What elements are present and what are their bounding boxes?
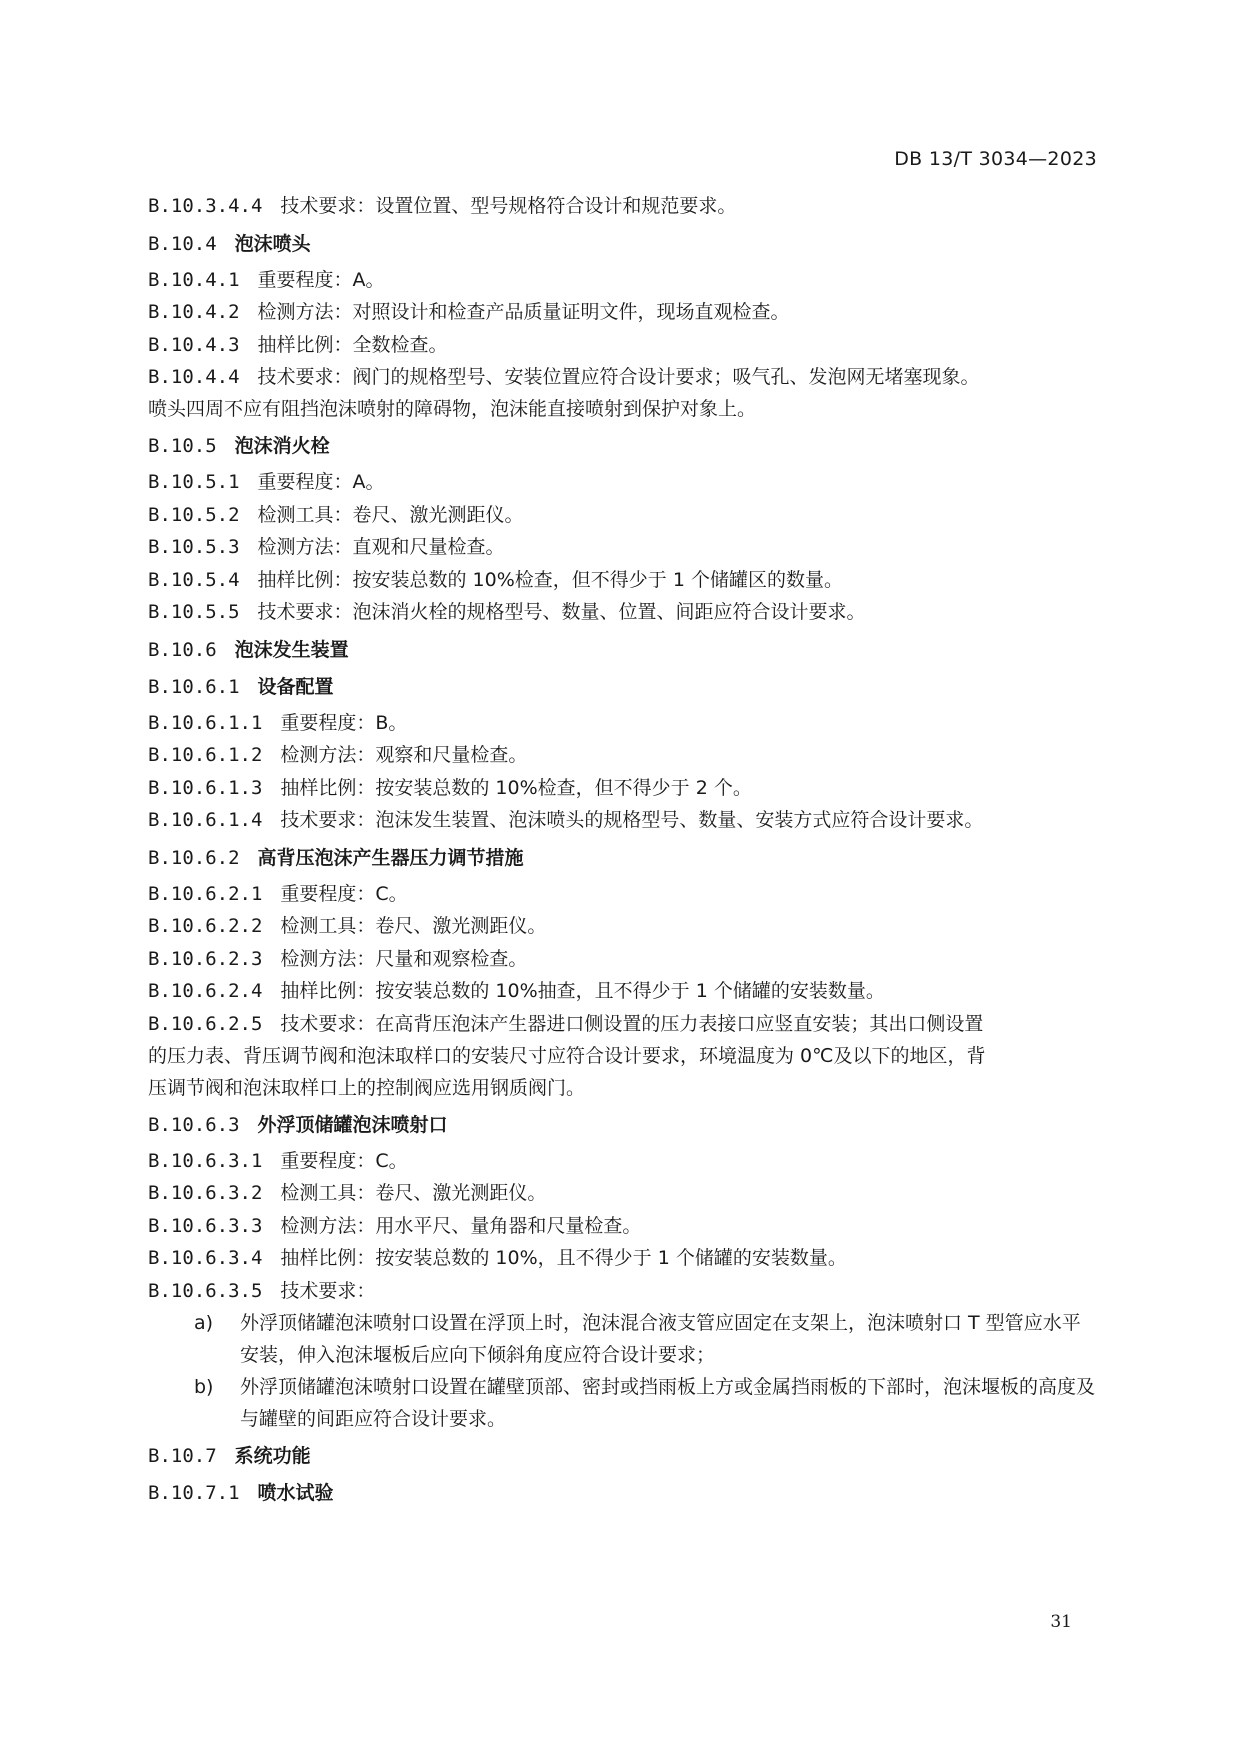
clause-line xyxy=(148,804,1098,837)
clause-number: B.10.6.3.4 xyxy=(148,1247,263,1269)
subsection-heading xyxy=(148,842,1098,874)
clause-text: 抽样比例：按安装总数的 10%抽查，且不得少于 1 个储罐的安装数量。 xyxy=(280,980,885,1002)
clause-text: 检测方法：用水平尺、量角器和尺量检查。 xyxy=(280,1214,642,1237)
clause-number: B.10.5.2 xyxy=(148,503,240,526)
section-heading xyxy=(148,634,1098,666)
clause-number: B.10.6.1.1 xyxy=(148,711,263,734)
clause-number: B.10.5.1 xyxy=(148,471,240,493)
clause-line xyxy=(148,878,1098,911)
subsection-heading xyxy=(148,1477,1098,1509)
clause-line xyxy=(148,564,1098,597)
document-code: DB 13/T 3034—2023 xyxy=(894,148,1097,170)
section-heading xyxy=(148,430,1098,462)
clause-line xyxy=(148,739,1098,772)
clause-number: B.10.4.1 xyxy=(148,268,240,291)
clause-text: 抽样比例：按安装总数的 10%，且不得少于 1 个储罐的安装数量。 xyxy=(280,1247,847,1269)
clause-text: 检测工具：卷尺、激光测距仪。 xyxy=(280,915,547,937)
clause-number: B.10.6.3.3 xyxy=(148,1214,263,1237)
clause-text: 抽样比例：按安装总数的 10%检查，但不得少于 1 个储罐区的数量。 xyxy=(257,568,843,591)
clause-text: 技术要求：泡沫发生装置、泡沫喷头的规格型号、数量、安装方式应符合设计要求。 xyxy=(280,809,984,831)
section-title: 泡沫发生装置 xyxy=(234,638,349,661)
clause-number: B.10.5.4 xyxy=(148,568,240,591)
clause-number: B.10.6.3.2 xyxy=(148,1182,263,1204)
clause-line xyxy=(148,1275,1098,1308)
section-number: B.10.4 xyxy=(148,232,217,255)
clause-number: B.10.6.3.1 xyxy=(148,1149,263,1172)
clause-line xyxy=(148,975,1098,1008)
clause-number: B.10.6.2.2 xyxy=(148,915,263,937)
clause-text: 检测方法：观察和尺量检查。 xyxy=(280,744,528,766)
clause-number: B.10.5.5 xyxy=(148,601,240,623)
section-number: B.10.7 xyxy=(148,1445,217,1467)
clause-text: 技术要求：阀门的规格型号、安装位置应符合设计要求；吸气孔、发泡网无堵塞现象。 xyxy=(257,366,980,388)
clause-number: B.10.6.1.4 xyxy=(148,809,263,831)
clause-number: B.10.4.3 xyxy=(148,333,240,356)
clause-text: 检测工具：卷尺、激光测距仪。 xyxy=(257,503,524,526)
section-title: 高背压泡沫产生器压力调节措施 xyxy=(257,846,524,869)
section-number: B.10.5 xyxy=(148,435,217,457)
clause-text: 检测工具：卷尺、激光测距仪。 xyxy=(280,1182,547,1204)
clause-line xyxy=(148,499,1098,532)
document-body xyxy=(148,190,1098,1513)
clause-text: 重要程度：C。 xyxy=(280,1149,408,1172)
clause-text: 重要程度：C。 xyxy=(280,882,408,905)
clause-paragraph xyxy=(148,361,1098,425)
clause-line xyxy=(148,596,1098,629)
clause-line xyxy=(148,264,1098,297)
clause-line xyxy=(148,910,1098,943)
clause-line xyxy=(148,190,1098,223)
clause-text: 技术要求：在高背压泡沫产生器进口侧设置的压力表接口应竖直安装；其出口侧设置 xyxy=(280,1012,984,1035)
clause-line xyxy=(148,296,1098,329)
clause-text: 抽样比例：按安装总数的 10%检查，但不得少于 2 个。 xyxy=(280,776,752,799)
section-title: 外浮顶储罐泡沫喷射口 xyxy=(257,1113,448,1136)
clause-number: B.10.6.1.2 xyxy=(148,744,263,766)
clause-line xyxy=(148,1210,1098,1243)
clause-paragraph xyxy=(148,1008,1098,1104)
clause-line xyxy=(148,531,1098,564)
list-item-text: 外浮顶储罐泡沫喷射口设置在罐壁顶部、密封或挡雨板上方或金属挡雨板的下部时，泡沫堰板的高度及与罐壁的间距应符合设计要求。 xyxy=(240,1376,1096,1430)
section-title: 设备配置 xyxy=(257,675,334,698)
clause-line xyxy=(148,1242,1098,1275)
clause-number: B.10.6.2.1 xyxy=(148,882,263,905)
clause-text: 抽样比例：全数检查。 xyxy=(257,333,448,356)
subsection-heading xyxy=(148,671,1098,703)
clause-number: B.10.6.2.4 xyxy=(148,980,263,1002)
clause-number: B.10.6.2.5 xyxy=(148,1012,263,1035)
section-number: B.10.6 xyxy=(148,638,217,661)
clause-text: 技术要求：设置位置、型号规格符合设计和规范要求。 xyxy=(280,195,737,217)
list-marker: b) xyxy=(194,1376,214,1398)
section-number: B.10.6.2 xyxy=(148,846,240,869)
clause-number: B.10.6.2.3 xyxy=(148,947,263,970)
clause-line xyxy=(148,1145,1098,1178)
list-item xyxy=(148,1371,1098,1435)
clause-line xyxy=(148,707,1098,740)
subsection-heading xyxy=(148,1109,1098,1141)
section-number: B.10.6.3 xyxy=(148,1113,240,1136)
list-item-text: 外浮顶储罐泡沫喷射口设置在浮顶上时，泡沫混合液支管应固定在支架上，泡沫喷射口 T 型管应水平安装，伸入泡沫堰板后应向下倾斜角度应符合设计要求； xyxy=(240,1312,1081,1366)
clause-number: B.10.5.3 xyxy=(148,536,240,558)
clause-text-continued: 压调节阀和泡沫取样口上的控制阀应选用钢质阀门。 xyxy=(148,1076,586,1099)
clause-line xyxy=(148,943,1098,976)
clause-line xyxy=(148,772,1098,805)
clause-text: 重要程度：A。 xyxy=(257,268,385,291)
clause-text: 检测方法：尺量和观察检查。 xyxy=(280,947,528,970)
section-number: B.10.7.1 xyxy=(148,1482,240,1504)
clause-text: 重要程度：A。 xyxy=(257,471,385,493)
section-title: 喷水试验 xyxy=(257,1482,334,1504)
clause-number: B.10.6.1.3 xyxy=(148,776,263,799)
section-title: 系统功能 xyxy=(234,1445,311,1467)
list-marker: a) xyxy=(194,1312,214,1334)
section-number: B.10.6.1 xyxy=(148,675,240,698)
section-heading xyxy=(148,1440,1098,1472)
clause-text: 重要程度：B。 xyxy=(280,711,408,734)
clause-text-continued: 喷头四周不应有阻挡泡沫喷射的障碍物，泡沫能直接喷射到保护对象上。 xyxy=(148,398,757,420)
clause-line xyxy=(148,466,1098,499)
clause-number: B.10.6.3.5 xyxy=(148,1279,263,1302)
clause-number: B.10.3.4.4 xyxy=(148,195,263,217)
list-item xyxy=(148,1307,1098,1371)
clause-text: 检测方法：直观和尺量检查。 xyxy=(257,536,505,558)
clause-text: 技术要求：泡沫消火栓的规格型号、数量、位置、间距应符合设计要求。 xyxy=(257,601,866,623)
clause-number: B.10.4.4 xyxy=(148,366,240,388)
clause-line xyxy=(148,1177,1098,1210)
section-heading xyxy=(148,228,1098,260)
section-title: 泡沫喷头 xyxy=(234,232,311,255)
clause-line xyxy=(148,329,1098,362)
page-number: 31 xyxy=(1050,1612,1072,1632)
clause-text: 技术要求： xyxy=(280,1279,376,1302)
section-title: 泡沫消火栓 xyxy=(234,435,330,457)
clause-text: 检测方法：对照设计和检查产品质量证明文件，现场直观检查。 xyxy=(257,301,790,323)
clause-text-continued: 的压力表、背压调节阀和泡沫取样口的安装尺寸应符合设计要求，环境温度为 0℃及以下的地区，背 xyxy=(148,1044,986,1067)
clause-number: B.10.4.2 xyxy=(148,301,240,323)
